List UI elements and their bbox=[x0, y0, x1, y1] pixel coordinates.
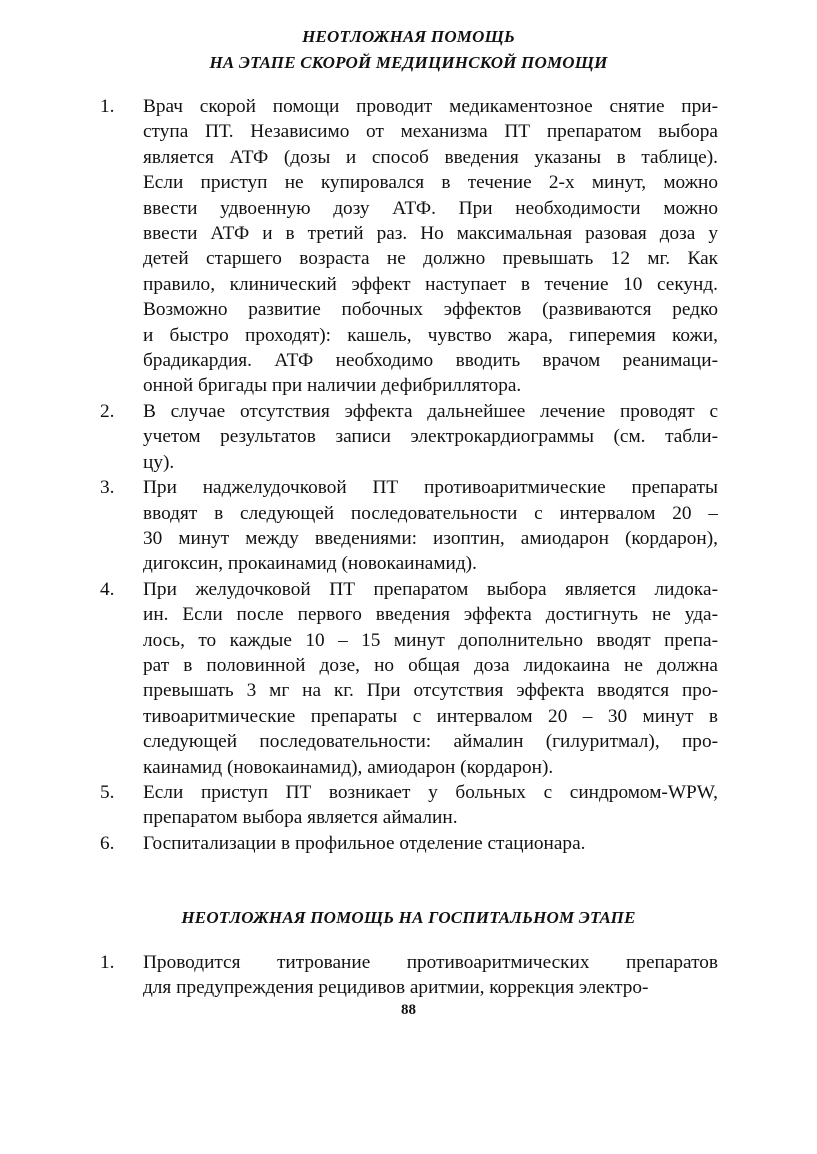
text-line: 30 минут между введениями: изоптин, амиодарон (кордарон), bbox=[143, 527, 718, 549]
text-line: рат в половинной дозе, но общая доза лидокаина не должна bbox=[143, 654, 718, 676]
text-line: брадикардия. АТФ необходимо вводить врачом реанимаци- bbox=[143, 350, 718, 372]
list-item bbox=[100, 399, 718, 475]
text-line: При желудочковой ПТ препаратом выбора является лидока- bbox=[143, 578, 718, 600]
list-item bbox=[100, 831, 718, 856]
text-line: вводят в следующей последовательности с интервалом 20 – bbox=[143, 502, 718, 524]
text-line: лось, то каждые 10 – 15 минут дополнительно вводят препа- bbox=[143, 629, 718, 651]
section1-heading-line1: НЕОТЛОЖНАЯ ПОМОЩЬ bbox=[302, 27, 515, 46]
text-line: дигоксин, прокаинамид (новокаинамид). bbox=[143, 553, 477, 575]
text-line: цу). bbox=[143, 451, 175, 473]
text-line: и быстро проходят): кашель, чувство жара, гиперемия кожи, bbox=[143, 324, 718, 346]
list-item-number: 2. bbox=[100, 400, 115, 422]
text-line: для предупреждения рецидивов аритмии, коррекция электро- bbox=[143, 977, 649, 999]
text-line: Госпитализации в профильное отделение стационара. bbox=[143, 832, 586, 854]
list-item bbox=[100, 475, 718, 577]
text-line: превышать 3 мг на кг. При отсутствия эффекта вводятся про- bbox=[143, 680, 718, 702]
list-item-number: 3. bbox=[100, 477, 115, 499]
section1-heading bbox=[0, 24, 817, 76]
text-line: онной бригады при наличии дефибриллятора. bbox=[143, 375, 522, 397]
section2-list bbox=[100, 950, 718, 1001]
text-line: Врач скорой помощи проводит медикаментозное снятие при- bbox=[143, 96, 718, 117]
text-line: Возможно развитие побочных эффектов (развиваются редко bbox=[143, 299, 718, 321]
text-line: Если приступ ПТ возникает у больных с синдромом-WPW, bbox=[143, 781, 718, 803]
text-line: препаратом выбора является аймалин. bbox=[143, 807, 458, 829]
text-line: учетом результатов записи электрокардиограммы (см. табли- bbox=[143, 426, 718, 448]
list-item bbox=[100, 577, 718, 780]
text-line: является АТФ (дозы и способ введения указаны в таблице). bbox=[143, 146, 718, 168]
text-line: ин. Если после первого введения эффекта достигнуть не уда- bbox=[143, 604, 718, 626]
list-item bbox=[100, 94, 718, 399]
page-number: 88 bbox=[401, 1002, 416, 1018]
text-line: каинамид (новокаинамид), амиодарон (кордарон). bbox=[143, 756, 554, 778]
list-item-number: 4. bbox=[100, 578, 115, 600]
text-line: ввести АТФ и в третий раз. Но максимальная разовая доза у bbox=[143, 223, 718, 245]
list-item-number: 6. bbox=[100, 832, 115, 854]
text-line: В случае отсутствия эффекта дальнейшее лечение проводят с bbox=[143, 400, 718, 422]
text-line: следующей последовательности: аймалин (гилуритмал), про- bbox=[143, 731, 718, 753]
section2-heading: НЕОТЛОЖНАЯ ПОМОЩЬ НА ГОСПИТАЛЬНОМ ЭТАПЕ bbox=[181, 908, 636, 927]
list-item-number: 1. bbox=[100, 952, 115, 973]
list-item-number: 5. bbox=[100, 781, 115, 803]
text-line: Если приступ не купировался в течение 2-х минут, можно bbox=[143, 172, 718, 194]
text-line: тивоаритмические препараты с интервалом 20 – 30 минут в bbox=[143, 705, 718, 727]
text-line: правило, клинический эффект наступает в течение 10 секунд. bbox=[143, 273, 718, 295]
text-line: Проводится титрование противоаритмических препаратов bbox=[143, 952, 718, 973]
list-item bbox=[100, 780, 718, 831]
text-line: детей старшего возраста не должно превышать 12 мг. Как bbox=[143, 248, 718, 270]
section1-heading-line2: НА ЭТАПЕ СКОРОЙ МЕДИЦИНСКОЙ ПОМОЩИ bbox=[209, 53, 608, 72]
list-item bbox=[100, 950, 718, 1001]
list-item-number: 1. bbox=[100, 96, 115, 117]
text-line: ступа ПТ. Независимо от механизма ПТ препаратом выбора bbox=[143, 121, 718, 143]
text-line: При наджелудочковой ПТ противоаритмические препараты bbox=[143, 477, 718, 499]
section1-list bbox=[100, 94, 718, 856]
text-line: ввести удвоенную дозу АТФ. При необходимости можно bbox=[143, 197, 718, 219]
